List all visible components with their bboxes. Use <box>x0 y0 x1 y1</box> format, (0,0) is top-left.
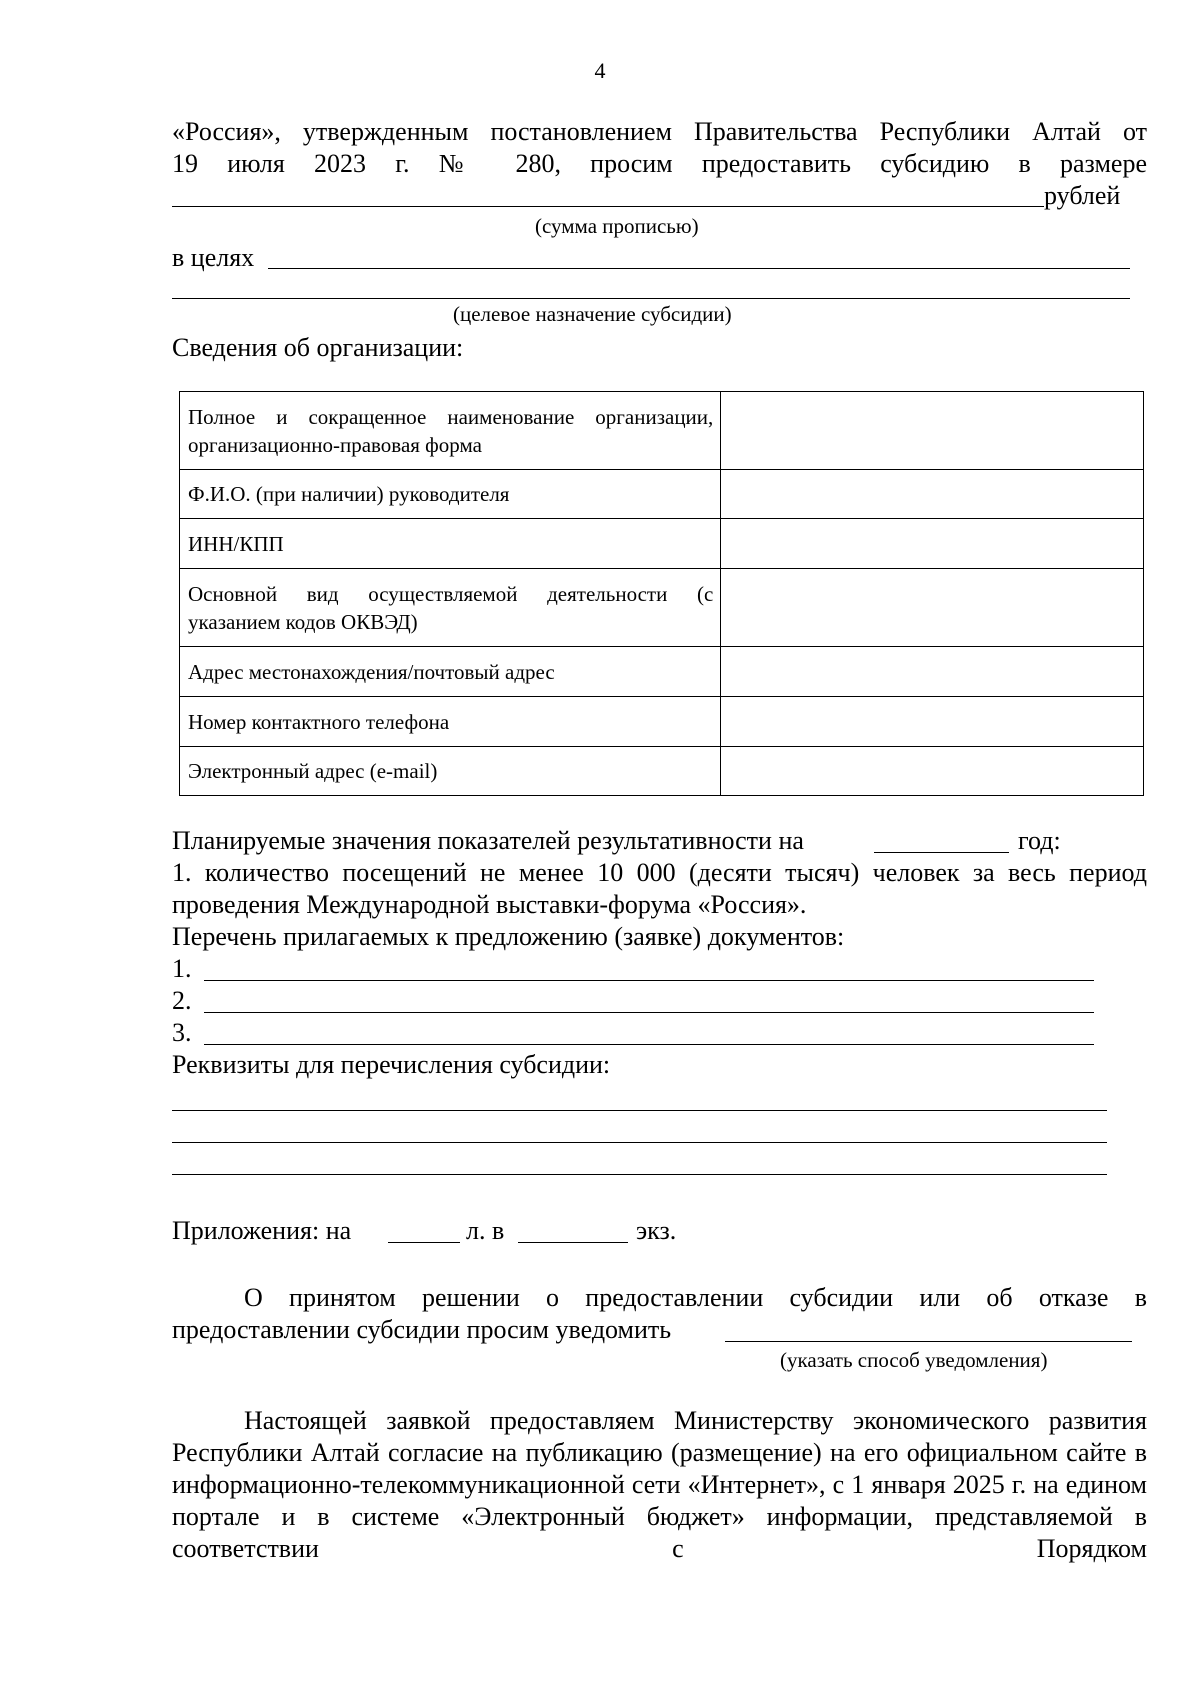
requisites-underline-2[interactable] <box>172 1142 1107 1143</box>
table-label-cell: Электронный адрес (e-mail) <box>180 747 721 796</box>
table-value-cell[interactable] <box>721 697 1144 747</box>
indicators-heading-start: Планируемые значения показателей результативности на <box>172 826 804 855</box>
rubles-label: рублей <box>1044 181 1121 210</box>
table-label-cell: Ф.И.О. (при наличии) руководителя <box>180 470 721 519</box>
document-underline-3[interactable] <box>204 1044 1094 1045</box>
purpose-underline-2[interactable] <box>172 298 1130 299</box>
table-label-cell: Адрес местонахождения/почтовый адрес <box>180 647 721 697</box>
table-value-cell[interactable] <box>721 647 1144 697</box>
sum-caption: (сумма прописью) <box>535 214 699 238</box>
notification-underline[interactable] <box>725 1341 1132 1342</box>
intro-line-1: «Россия», утвержденным постановлением Правительства Республики Алтай от <box>172 117 1147 146</box>
intro-line-2: 19 июля 2023 г. № 280, просим предоставить субсидию в размере <box>172 149 1147 178</box>
table-label-cell: Номер контактного телефона <box>180 697 721 747</box>
table-label-cell: Основной вид осуществляемой деятельности (с указанием кодов ОКВЭД) <box>180 569 721 647</box>
year-underline[interactable] <box>874 852 1009 853</box>
requisites-underline-3[interactable] <box>172 1174 1107 1175</box>
org-info-table <box>179 391 1144 796</box>
notification-text: О принятом решении о предоставлении субсидии или об отказе в предоставлении субсидии просим уведомить <box>172 1283 1147 1344</box>
requisites-underline-1[interactable] <box>172 1110 1107 1111</box>
table-row <box>180 519 1144 569</box>
documents-heading: Перечень прилагаемых к предложению (заявке) документов: <box>172 922 845 951</box>
table-row <box>180 747 1144 796</box>
copies-underline[interactable] <box>518 1242 628 1243</box>
sheets-underline[interactable] <box>388 1242 460 1243</box>
document-underline-2[interactable] <box>204 1012 1094 1013</box>
consent-text: Настоящей заявкой предоставляем Министерству экономического развития Республики Алтай согласие на публикацию (размещение) на его официальном сайте в информационно-телекоммуникационной сети «Интернет», с 1 января 2025 г. на едином портале и в системе «Электронный бюджет» информации, представляемой в соответствии с Порядком <box>172 1406 1147 1563</box>
table-value-cell[interactable] <box>721 519 1144 569</box>
table-value-cell[interactable] <box>721 747 1144 796</box>
table-row <box>180 470 1144 519</box>
table-label-cell: Полное и сокращенное наименование организации, организационно-правовая форма <box>180 392 721 470</box>
indicators-heading-end: год: <box>1018 826 1061 855</box>
document-item-number: 3. <box>172 1018 192 1047</box>
attachments-label: Приложения: на <box>172 1216 352 1245</box>
attachments-copies: экз. <box>636 1216 677 1245</box>
sum-underline[interactable] <box>172 206 1044 207</box>
purpose-caption: (целевое назначение субсидии) <box>453 302 732 326</box>
indicator-item-1: 1. количество посещений не менее 10 000 (десяти тысяч) человек за весь период проведения Международной выставки-форума «Россия». <box>172 858 1147 919</box>
table-row <box>180 569 1144 647</box>
table-row <box>180 647 1144 697</box>
attachments-sheets: л. в <box>466 1216 505 1245</box>
document-item-number: 1. <box>172 954 192 983</box>
table-label-cell: ИНН/КПП <box>180 519 721 569</box>
table-value-cell[interactable] <box>721 569 1144 647</box>
table-value-cell[interactable] <box>721 392 1144 470</box>
document-underline-1[interactable] <box>204 980 1094 981</box>
document-item-number: 2. <box>172 986 192 1015</box>
purpose-underline-1[interactable] <box>268 268 1130 269</box>
requisites-heading: Реквизиты для перечисления субсидии: <box>172 1050 611 1079</box>
page-number: 4 <box>594 58 606 83</box>
purpose-label: в целях <box>172 243 255 272</box>
notification-caption: (указать способ уведомления) <box>780 1348 1048 1372</box>
table-row <box>180 392 1144 470</box>
org-heading: Сведения об организации: <box>172 333 464 362</box>
table-value-cell[interactable] <box>721 470 1144 519</box>
table-row <box>180 697 1144 747</box>
